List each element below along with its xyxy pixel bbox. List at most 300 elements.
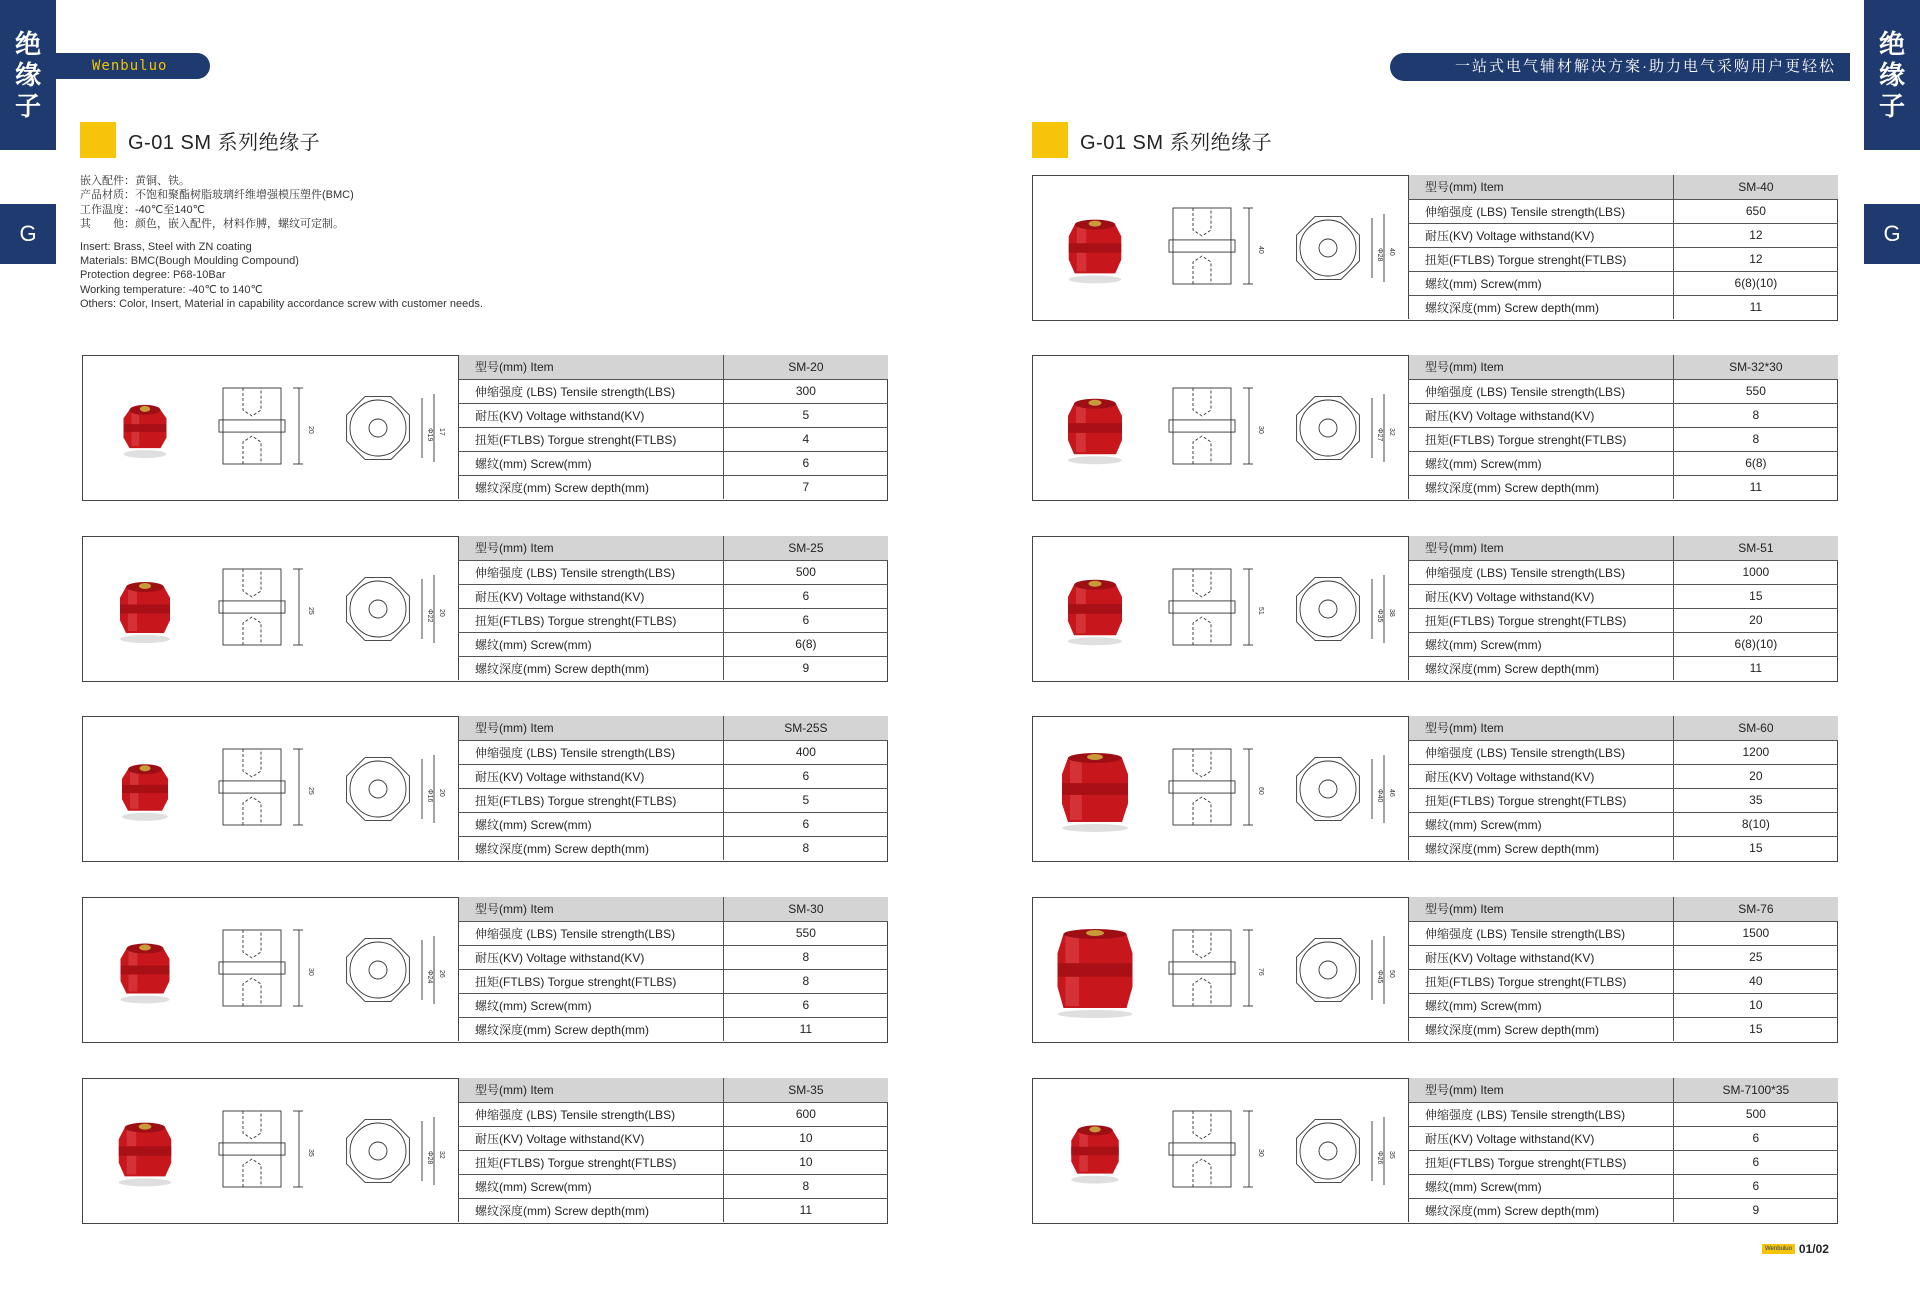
insulator-photo: [1058, 929, 1133, 1018]
spec-row: [1409, 716, 1839, 740]
dim-width-label: 20: [438, 789, 445, 797]
model-name: SM-32*30: [1673, 355, 1838, 379]
octagon-outline: [347, 578, 410, 641]
spec-label: 扭矩(FTLBS) Torgue strenght(FTLBS): [459, 969, 724, 993]
spec-label: 型号(mm) Item: [1409, 897, 1674, 921]
spec-value: 15: [1673, 1017, 1838, 1041]
insulator-shadow: [119, 1178, 172, 1186]
dim-dia-label: Φ19: [426, 428, 433, 442]
spec-row: [1409, 247, 1839, 271]
insulator-shadow: [121, 995, 170, 1003]
insulator-insert: [140, 406, 150, 412]
spec-value: 20: [1673, 764, 1838, 788]
spec-row: [1409, 608, 1839, 632]
spec-value: 1000: [1673, 560, 1838, 584]
dim-width-label: 32: [438, 1151, 445, 1159]
spec-row: [459, 921, 889, 945]
spec-row: [459, 993, 889, 1017]
spec-row: [1409, 355, 1839, 379]
thread-top: [1193, 208, 1211, 236]
product-drawing: [1033, 717, 1408, 860]
spec-row: [459, 812, 889, 836]
section-title: G-01 SM 系列绝缘子: [128, 131, 321, 154]
section-title: G-01 SM 系列绝缘子: [1080, 131, 1273, 154]
footer-brand: Wenbuluo: [1762, 1244, 1795, 1254]
spec-row: [1409, 536, 1839, 560]
side-band: [219, 601, 285, 613]
spec-label: 螺纹深度(mm) Screw depth(mm): [459, 475, 724, 499]
inner-hole: [369, 419, 387, 437]
spec-value: 6(8): [723, 632, 888, 656]
spec-value: 11: [723, 1198, 888, 1222]
octagon-outline: [1297, 1120, 1360, 1183]
thread-top: [1193, 749, 1211, 777]
spec-row: [1409, 560, 1839, 584]
insulator-photo: [1071, 1125, 1119, 1183]
side-view-drawing: [219, 569, 303, 645]
spec-line-en: Materials: BMC(Bough Moulding Compound): [80, 255, 299, 268]
spec-value: 8(10): [1673, 812, 1838, 836]
insulator-insert: [1087, 754, 1103, 760]
inner-hole: [1319, 1142, 1337, 1160]
spec-row: [1409, 656, 1839, 680]
side-band: [1169, 601, 1235, 613]
side-view-drawing: [1169, 388, 1253, 464]
spec-table: [1408, 716, 1838, 860]
spec-label: 扭矩(FTLBS) Torgue strenght(FTLBS): [459, 427, 724, 451]
dim-width-label: 38: [1388, 609, 1395, 617]
spec-value: 10: [1673, 993, 1838, 1017]
insulator-insert: [1089, 221, 1102, 227]
dim-width-label: 20: [438, 609, 445, 617]
insulator-shadow: [122, 813, 168, 821]
spec-value: 6(8): [1673, 451, 1838, 475]
outer-ring: [1300, 220, 1356, 276]
product-drawing: [83, 356, 458, 499]
spec-label: 型号(mm) Item: [459, 1078, 724, 1102]
spec-label: 型号(mm) Item: [1409, 536, 1674, 560]
side-char: 缘: [14, 59, 41, 90]
thread-bottom: [243, 1159, 261, 1187]
insulator-band: [121, 966, 170, 975]
insulator-band: [1062, 783, 1128, 795]
model-name: SM-35: [723, 1078, 888, 1102]
spec-row: [459, 584, 889, 608]
side-band: [1169, 962, 1235, 974]
insulator-band: [122, 785, 168, 793]
spec-label: 螺纹(mm) Screw(mm): [459, 993, 724, 1017]
spec-label: 伸缩强度 (LBS) Tensile strength(LBS): [459, 560, 724, 584]
spec-row: [459, 1150, 889, 1174]
thread-top: [243, 569, 261, 597]
side-letter-right: G: [1864, 204, 1920, 264]
dim-height-label: 35: [307, 1149, 314, 1157]
insulator-photo: [1068, 580, 1122, 645]
spec-value: 4: [723, 427, 888, 451]
spec-value: 6(8)(10): [1673, 632, 1838, 656]
side-outline: [1173, 930, 1231, 1006]
spec-value: 6(8)(10): [1673, 271, 1838, 295]
spec-table: [458, 897, 888, 1041]
spec-row: [459, 632, 889, 656]
insulator-photo: [120, 582, 170, 643]
spec-label: 型号(mm) Item: [1409, 355, 1674, 379]
dim-width-label: 50: [1388, 970, 1395, 978]
spec-table: [1408, 897, 1838, 1041]
spec-value: 600: [723, 1102, 888, 1126]
spec-value: 8: [723, 1174, 888, 1198]
side-band: [219, 1143, 285, 1155]
spec-value: 35: [1673, 788, 1838, 812]
octagon-outline: [347, 939, 410, 1002]
spec-line-cn: 其 他：颜色，嵌入配件，材料作膊，螺纹可定制。: [80, 218, 344, 231]
spec-row: [1409, 451, 1839, 475]
inner-hole: [369, 961, 387, 979]
model-name: SM-25: [723, 536, 888, 560]
spec-label: 耐压(KV) Voltage withstand(KV): [1409, 223, 1674, 247]
top-view-drawing: [1297, 575, 1384, 643]
spec-value: 550: [1673, 379, 1838, 403]
spec-value: 8: [723, 836, 888, 860]
spec-label: 螺纹(mm) Screw(mm): [1409, 632, 1674, 656]
insulator-insert: [139, 945, 151, 951]
page-number: 01/02: [1798, 1242, 1829, 1256]
spec-label: 扭矩(FTLBS) Torgue strenght(FTLBS): [459, 608, 724, 632]
spec-row: [1409, 295, 1839, 319]
outer-ring: [350, 942, 406, 998]
spec-table: [1408, 175, 1838, 319]
product-card: [1032, 897, 1838, 1043]
spec-row: [459, 403, 889, 427]
spec-label: 扭矩(FTLBS) Torgue strenght(FTLBS): [1409, 1150, 1674, 1174]
dim-dia-label: Φ27: [1376, 428, 1383, 442]
section-heading-right: [1032, 122, 1272, 158]
side-view-drawing: [1169, 749, 1253, 825]
spec-row: [1409, 584, 1839, 608]
spec-value: 300: [723, 379, 888, 403]
top-view-drawing: [1297, 214, 1384, 282]
insulator-insert: [1089, 400, 1102, 406]
spec-label: 伸缩强度 (LBS) Tensile strength(LBS): [1409, 921, 1674, 945]
spec-label: 螺纹(mm) Screw(mm): [1409, 812, 1674, 836]
spec-label: 螺纹深度(mm) Screw depth(mm): [1409, 1198, 1674, 1222]
side-outline: [1173, 388, 1231, 464]
dim-height-label: 20: [307, 426, 314, 434]
spec-label: 耐压(KV) Voltage withstand(KV): [459, 403, 724, 427]
spec-value: 6: [723, 584, 888, 608]
spec-label: 伸缩强度 (LBS) Tensile strength(LBS): [459, 921, 724, 945]
spec-value: 6: [723, 608, 888, 632]
spec-row: [1409, 223, 1839, 247]
spec-row: [459, 788, 889, 812]
spec-value: 500: [723, 560, 888, 584]
spec-label: 耐压(KV) Voltage withstand(KV): [459, 764, 724, 788]
spec-label: 伸缩强度 (LBS) Tensile strength(LBS): [459, 740, 724, 764]
side-outline: [223, 1111, 281, 1187]
spec-value: 6: [723, 993, 888, 1017]
product-card: [1032, 1078, 1838, 1224]
side-band: [219, 962, 285, 974]
spec-value: 15: [1673, 584, 1838, 608]
thread-bottom: [243, 617, 261, 645]
spec-row: [1409, 199, 1839, 223]
spec-value: 5: [723, 788, 888, 812]
spec-row: [459, 656, 889, 680]
spec-value: 20: [1673, 608, 1838, 632]
spec-label: 螺纹(mm) Screw(mm): [459, 812, 724, 836]
dim-dia-label: Φ16: [426, 789, 433, 803]
top-view-drawing: [347, 755, 434, 823]
spec-value: 500: [1673, 1102, 1838, 1126]
dim-height-label: 76: [1257, 968, 1264, 976]
spec-row: [1409, 1126, 1839, 1150]
dim-height-label: 60: [1257, 787, 1264, 795]
spec-value: 8: [1673, 427, 1838, 451]
spec-value: 8: [723, 945, 888, 969]
side-outline: [223, 569, 281, 645]
product-drawing: [83, 898, 458, 1041]
inner-hole: [1319, 780, 1337, 798]
spec-value: 10: [723, 1150, 888, 1174]
spec-line-en: Others: Color, Insert, Material in capability accordance screw with customer needs.: [80, 298, 483, 311]
product-drawing: [1033, 1079, 1408, 1222]
thread-bottom: [1193, 978, 1211, 1006]
spec-label: 伸缩强度 (LBS) Tensile strength(LBS): [1409, 740, 1674, 764]
section-heading-left: [80, 122, 320, 158]
spec-row: [459, 427, 889, 451]
spec-line-en: Insert: Brass, Steel with ZN coating: [80, 240, 252, 253]
dim-width-label: 35: [1388, 1151, 1395, 1159]
product-drawing: [83, 1079, 458, 1222]
side-band: [219, 420, 285, 432]
product-card: [1032, 716, 1838, 862]
heading-marker: [1032, 122, 1068, 158]
spec-value: 11: [1673, 656, 1838, 680]
insulator-insert: [139, 765, 150, 771]
spec-row: [459, 836, 889, 860]
spec-value: 9: [1673, 1198, 1838, 1222]
product-card: [1032, 175, 1838, 321]
side-char: 绝: [14, 28, 41, 59]
model-name: SM-76: [1673, 897, 1838, 921]
side-outline: [1173, 208, 1231, 284]
product-card: [82, 355, 888, 501]
model-name: SM-20: [723, 355, 888, 379]
side-view-drawing: [219, 1111, 303, 1187]
spec-label: 伸缩强度 (LBS) Tensile strength(LBS): [459, 1102, 724, 1126]
insulator-shadow: [1071, 1176, 1119, 1184]
dim-dia-label: Φ35: [1376, 609, 1383, 623]
spec-label: 耐压(KV) Voltage withstand(KV): [1409, 1126, 1674, 1150]
top-view-drawing: [1297, 936, 1384, 1004]
side-char: 缘: [1878, 59, 1905, 90]
spec-line-cn: 产品材质：不饱和聚酯树脂玻璃纤维增强模压塑件(BMC): [80, 189, 354, 202]
dim-width-label: 17: [438, 428, 445, 436]
side-view-drawing: [1169, 1111, 1253, 1187]
model-name: SM-40: [1673, 175, 1838, 199]
spec-value: 550: [723, 921, 888, 945]
octagon-outline: [347, 397, 410, 460]
spec-row: [1409, 1078, 1839, 1102]
spec-table: [458, 716, 888, 860]
side-tab-right: [1864, 0, 1920, 150]
thread-bottom: [1193, 1159, 1211, 1187]
spec-row: [1409, 632, 1839, 656]
octagon-outline: [347, 758, 410, 821]
top-view-drawing: [347, 575, 434, 643]
spec-block: [80, 174, 483, 312]
spec-label: 伸缩强度 (LBS) Tensile strength(LBS): [1409, 1102, 1674, 1126]
side-view-drawing: [219, 749, 303, 825]
octagon-outline: [1297, 758, 1360, 821]
spec-row: [1409, 427, 1839, 451]
spec-row: [1409, 379, 1839, 403]
spec-table: [458, 355, 888, 499]
product-card: [82, 897, 888, 1043]
spec-line-en: Working temperature: -40℃ to 140℃: [80, 283, 263, 296]
spec-row: [1409, 812, 1839, 836]
thread-bottom: [243, 436, 261, 464]
spec-row: [459, 1126, 889, 1150]
spec-value: 1200: [1673, 740, 1838, 764]
spec-row: [1409, 1017, 1839, 1041]
insulator-shadow: [124, 450, 167, 458]
spec-value: 25: [1673, 945, 1838, 969]
spec-value: 7: [723, 475, 888, 499]
spec-label: 耐压(KV) Voltage withstand(KV): [459, 945, 724, 969]
dim-dia-label: Φ28: [1376, 248, 1383, 262]
outer-ring: [1300, 1123, 1356, 1179]
spec-label: 扭矩(FTLBS) Torgue strenght(FTLBS): [1409, 247, 1674, 271]
spec-label: 螺纹(mm) Screw(mm): [459, 1174, 724, 1198]
spec-label: 扭矩(FTLBS) Torgue strenght(FTLBS): [459, 788, 724, 812]
spec-value: 11: [1673, 475, 1838, 499]
product-drawing: [1033, 176, 1408, 319]
spec-row: [459, 945, 889, 969]
model-name: SM-30: [723, 897, 888, 921]
spec-row: [1409, 1150, 1839, 1174]
side-outline: [223, 930, 281, 1006]
inner-hole: [369, 1142, 387, 1160]
spec-label: 螺纹(mm) Screw(mm): [1409, 993, 1674, 1017]
side-outline: [223, 388, 281, 464]
spec-label: 伸缩强度 (LBS) Tensile strength(LBS): [1409, 199, 1674, 223]
spec-label: 扭矩(FTLBS) Torgue strenght(FTLBS): [1409, 969, 1674, 993]
spec-row: [459, 1078, 889, 1102]
outer-ring: [350, 400, 406, 456]
spec-table: [1408, 355, 1838, 499]
spec-label: 耐压(KV) Voltage withstand(KV): [1409, 403, 1674, 427]
heading-marker: [80, 122, 116, 158]
dim-width-label: 26: [438, 970, 445, 978]
spec-label: 型号(mm) Item: [459, 716, 724, 740]
octagon-outline: [1297, 397, 1360, 460]
spec-label: 螺纹(mm) Screw(mm): [1409, 451, 1674, 475]
spec-line-cn: 工作温度：-40℃至140℃: [80, 203, 205, 216]
thread-bottom: [1193, 797, 1211, 825]
spec-label: 伸缩强度 (LBS) Tensile strength(LBS): [459, 379, 724, 403]
insulator-band: [1068, 423, 1122, 433]
slogan-bar: 一站式电气辅材解决方案·助力电气采购用户更轻松: [1390, 53, 1850, 81]
spec-row: [1409, 1198, 1839, 1222]
spec-value: 650: [1673, 199, 1838, 223]
spec-row: [459, 379, 889, 403]
spec-table: [1408, 536, 1838, 680]
product-card: [1032, 536, 1838, 682]
spec-row: [1409, 921, 1839, 945]
thread-top: [1193, 930, 1211, 958]
spec-label: 型号(mm) Item: [459, 536, 724, 560]
insulator-photo: [124, 405, 167, 458]
spec-value: 10: [723, 1126, 888, 1150]
spec-row: [459, 608, 889, 632]
spec-label: 型号(mm) Item: [1409, 175, 1674, 199]
spec-row: [459, 740, 889, 764]
spec-label: 螺纹深度(mm) Screw depth(mm): [1409, 475, 1674, 499]
spec-value: 6: [1673, 1174, 1838, 1198]
spec-row: [1409, 271, 1839, 295]
spec-value: 6: [723, 812, 888, 836]
outer-ring: [350, 581, 406, 637]
side-view-drawing: [219, 930, 303, 1006]
thread-bottom: [243, 797, 261, 825]
product-drawing: [1033, 537, 1408, 680]
side-view-drawing: [219, 388, 303, 464]
spec-value: 11: [1673, 295, 1838, 319]
thread-bottom: [1193, 256, 1211, 284]
inner-hole: [369, 600, 387, 618]
dim-dia-label: Φ45: [1376, 970, 1383, 984]
inner-hole: [369, 780, 387, 798]
spec-table: [458, 1078, 888, 1222]
side-char: 绝: [1878, 28, 1905, 59]
outer-ring: [1300, 942, 1356, 998]
insulator-photo: [1062, 753, 1128, 832]
insulator-photo: [1069, 220, 1122, 284]
insulator-insert: [139, 583, 151, 589]
side-outline: [1173, 569, 1231, 645]
spec-line-en: Protection degree: P68-10Bar: [80, 269, 226, 282]
spec-label: 螺纹深度(mm) Screw depth(mm): [1409, 836, 1674, 860]
spec-value: 400: [723, 740, 888, 764]
top-view-drawing: [347, 394, 434, 462]
dim-height-label: 25: [307, 787, 314, 795]
outer-ring: [1300, 761, 1356, 817]
spec-label: 螺纹(mm) Screw(mm): [1409, 1174, 1674, 1198]
thread-top: [1193, 569, 1211, 597]
insulator-band: [1069, 243, 1122, 252]
spec-value: 15: [1673, 836, 1838, 860]
octagon-outline: [1297, 217, 1360, 280]
spec-label: 螺纹深度(mm) Screw depth(mm): [1409, 1017, 1674, 1041]
spec-row: [1409, 175, 1839, 199]
spec-label: 扭矩(FTLBS) Torgue strenght(FTLBS): [1409, 608, 1674, 632]
spec-label: 螺纹深度(mm) Screw depth(mm): [1409, 295, 1674, 319]
spec-row: [459, 897, 889, 921]
top-view-drawing: [1297, 394, 1384, 462]
side-letter-left: G: [0, 204, 56, 264]
side-band: [1169, 1143, 1235, 1155]
spec-row: [1409, 1102, 1839, 1126]
spec-row: [459, 969, 889, 993]
spec-row: [1409, 836, 1839, 860]
spec-row: [459, 764, 889, 788]
footer: [1762, 1239, 1829, 1259]
outer-ring: [350, 761, 406, 817]
product-drawing: [1033, 898, 1408, 1041]
spec-label: 螺纹深度(mm) Screw depth(mm): [459, 1198, 724, 1222]
spec-row: [459, 475, 889, 499]
